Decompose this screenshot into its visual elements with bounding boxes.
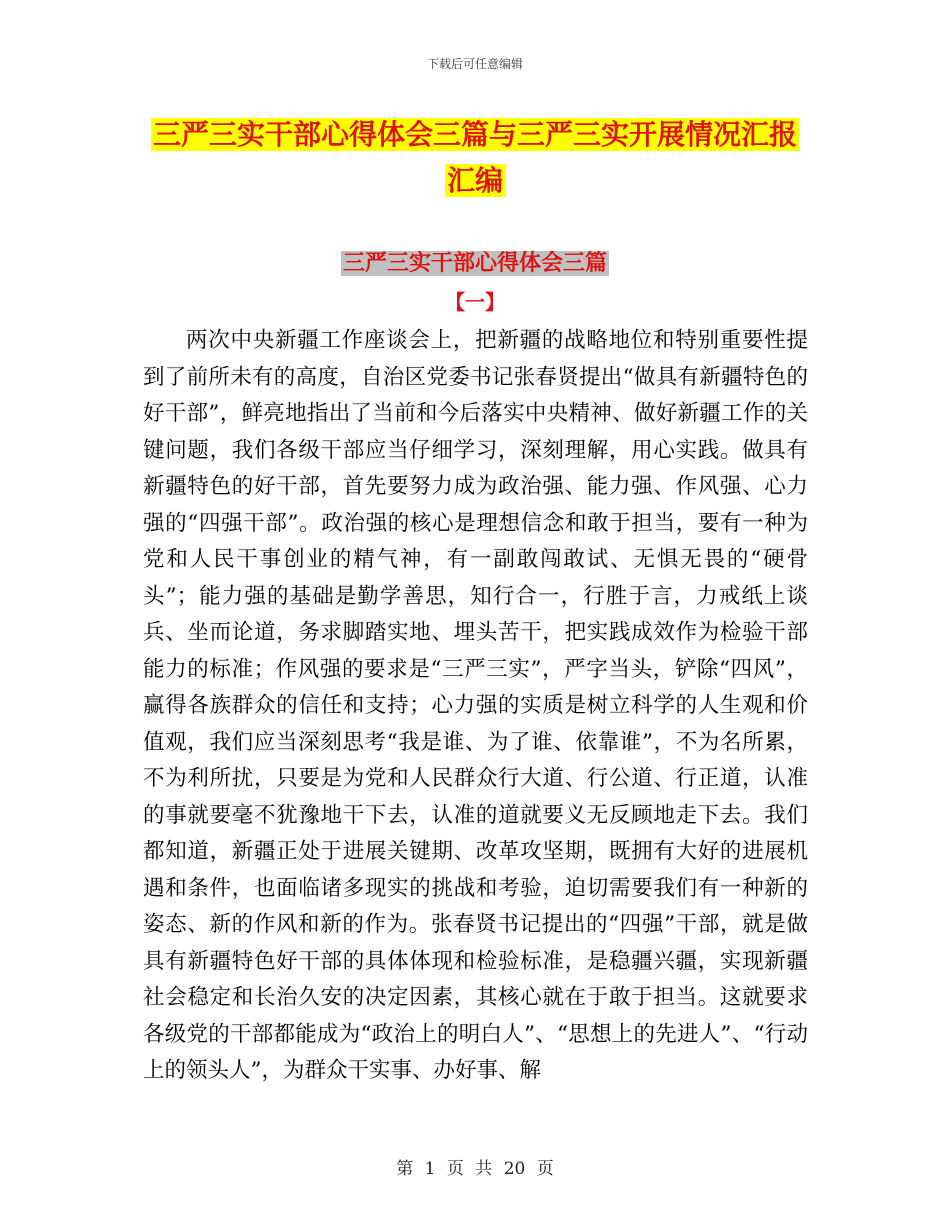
section-title (0, 247, 950, 281)
document-title (120, 112, 830, 204)
page-footer: 第 1 页 共 20 页 (396, 1159, 554, 1179)
header-note: 下载后可任意编辑 (426, 57, 523, 71)
section-title-text: 三严三实干部心得体会三篇 (342, 251, 607, 276)
body-paragraph: 两次中央新疆工作座谈会上，把新疆的战略地位和特别重要性提到了前所未有的高度，自治区党委书记张春贤提出“做具有新疆特色的好干部”，鲜亮地指出了当前和今后落实中央精神、做好新疆工作的关键问题，我们各级干部应当仔细学习，深刻理解，用心实践。做具有新疆特色的好干部，首先要努力成为政治强、能力强、作风强、心力强的“四强干部”。政治强的核心是理想信念和敢于担当，要有一种为党和人民干事创业的精气神，有一副敢闯敢试、无惧无畏的“硬骨头”；能力强的基础是勤学善思，知行合一，行胜于言，力戒纸上谈兵、坐而论道，务求脚踏实地、埋头苦干，把实践成效作为检验干部能力的标准；作风强的要求是“三严三实”，严字当头，铲除“四风”，赢得各族群众的信任和支持；心力强的实质是树立科学的人生观和价值观，我们应当深刻思考“我是谁、为了谁、依靠谁”，不为名所累，不为利所扰，只要是为党和人民群众行大道、行公道、行正道，认准的事就要毫不犹豫地干下去，认准的道就要义无反顾地走下去。我们都知道，新疆正处于进展关键期、改革攻坚期，既拥有大好的进展机遇和条件，也面临诸多现实的挑战和考验，迫切需要我们有一种新的姿态、新的作风和新的作为。张春贤书记提出的“四强”干部，就是做具有新疆特色好干部的具体体现和检验标准，是稳疆兴疆，实现新疆社会稳定和长治久安的决定因素，其核心就在于敢于担当。这就要求各级党的干部都能成为“政治上的明白人”、“思想上的先进人”、“行动上的领头人”，为群众干实事、办好事、解 (143, 328, 808, 1083)
section-subtitle: 【一】 (445, 290, 505, 314)
document-title-line2: 汇编 (446, 164, 503, 197)
document-title-line1: 三严三实干部心得体会三篇与三严三实开展情况汇报 (152, 118, 797, 151)
